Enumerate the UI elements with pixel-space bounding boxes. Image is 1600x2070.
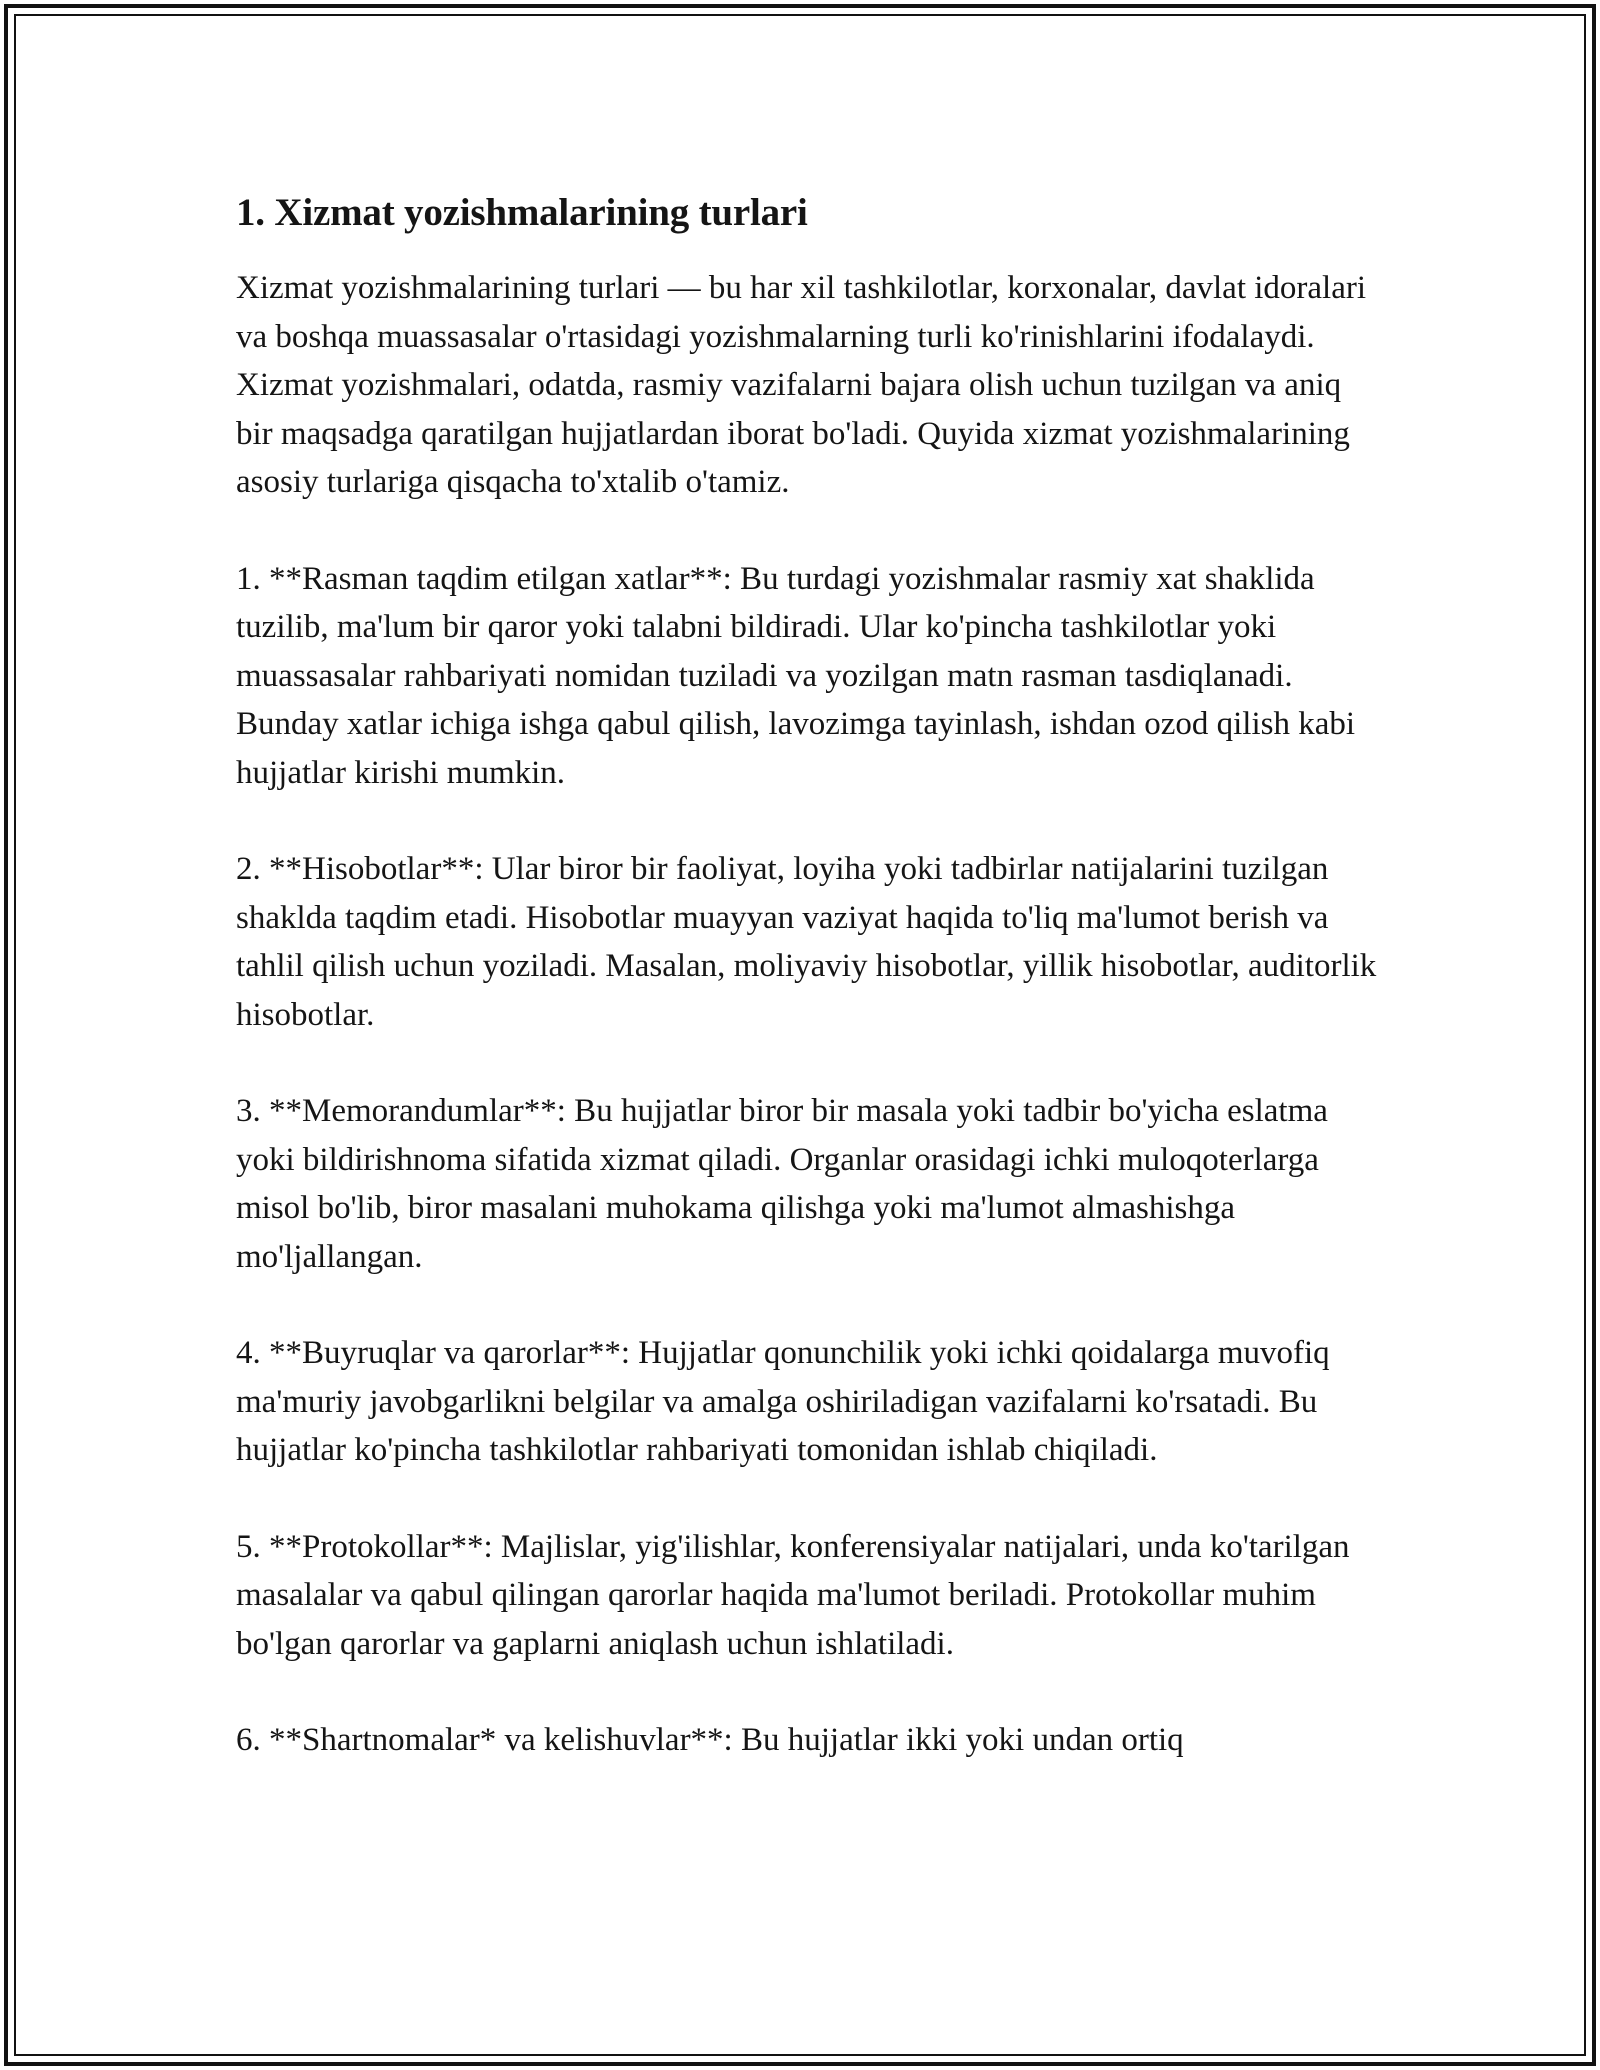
paragraph-buyruqlar: 4. **Buyruqlar va qarorlar**: Hujjatlar qonunchilik yoki ichki qoidalarga muvofiq ma'muriy javobgarlikni belgilar va amalga oshiriladigan vazifalarni ko'rsatadi. Bu hujjatlar ko'pincha tashkilotlar rahbariyati tomonidan ishlab chiqiladi.	[236, 1335, 1330, 1468]
paragraph-hisobotlar: 2. **Hisobotlar**: Ular biror bir faoliyat, loyiha yoki tadbirlar natijalarini tuzilgan shaklda taqdim etadi. Hisobotlar muayyan vaziyat haqida to'liq ma'lumot berish va tahlil qilish uchun yoziladi. Masalan, moliyaviy hisobotlar, yillik hisobotlar, auditorlik hisobotlar.	[236, 851, 1377, 1033]
paragraph-shartnomalar: 6. **Shartnomalar* va kelishuvlar**: Bu hujjatlar ikki yoki undan ortiq	[236, 1722, 1184, 1758]
document-content	[236, 188, 1386, 1765]
paragraph-memorandumlar: 3. **Memorandumlar**: Bu hujjatlar biror bir masala yoki tadbir bo'yicha eslatma yoki bildirishnoma sifatida xizmat qiladi. Organlar orasidagi ichki muloqoterlarga misol bo'lib, biror masalani muhokama qilishga yoki ma'lumot almashishga mo'ljallangan.	[236, 1093, 1328, 1275]
document-heading: 1. Xizmat yozishmalarining turlari	[236, 191, 808, 234]
paragraph-rasman-xatlar: 1. **Rasman taqdim etilgan xatlar**: Bu turdagi yozishmalar rasmiy xat shaklida tuzilib, ma'lum bir qaror yoki talabni bildiradi. Ular ko'pincha tashkilotlar yoki muassasalar rahbariyati nomidan tuziladi va yozilgan matn rasman tasdiqlanadi. Bunday xatlar ichiga ishga qabul qilish, lavozimga tayinlash, ishdan ozod qilish kabi hujjatlar kirishi mumkin.	[236, 560, 1356, 791]
intro-paragraph: Xizmat yozishmalarining turlari — bu har xil tashkilotlar, korxonalar, davlat idoralari va boshqa muassasalar o'rtasidagi yozishmalarning turli ko'rinishlarini ifodalaydi. Xizmat yozishmalari, odatda, rasmiy vazifalarni bajara olish uchun tuzilgan va aniq bir maqsadga qaratilgan hujjatlardan iborat bo'ladi. Quyida xizmat yozishmalarining asosiy turlariga qisqacha to'xtalib o'tamiz.	[236, 270, 1367, 500]
paragraph-protokollar: 5. **Protokollar**: Majlislar, yig'ilishlar, konferensiyalar natijalari, unda ko'tarilgan masalalar va qabul qilingan qarorlar haqida ma'lumot beriladi. Protokollar muhim bo'lgan qarorlar va gaplarni aniqlash uchun ishlatiladi.	[236, 1528, 1350, 1662]
